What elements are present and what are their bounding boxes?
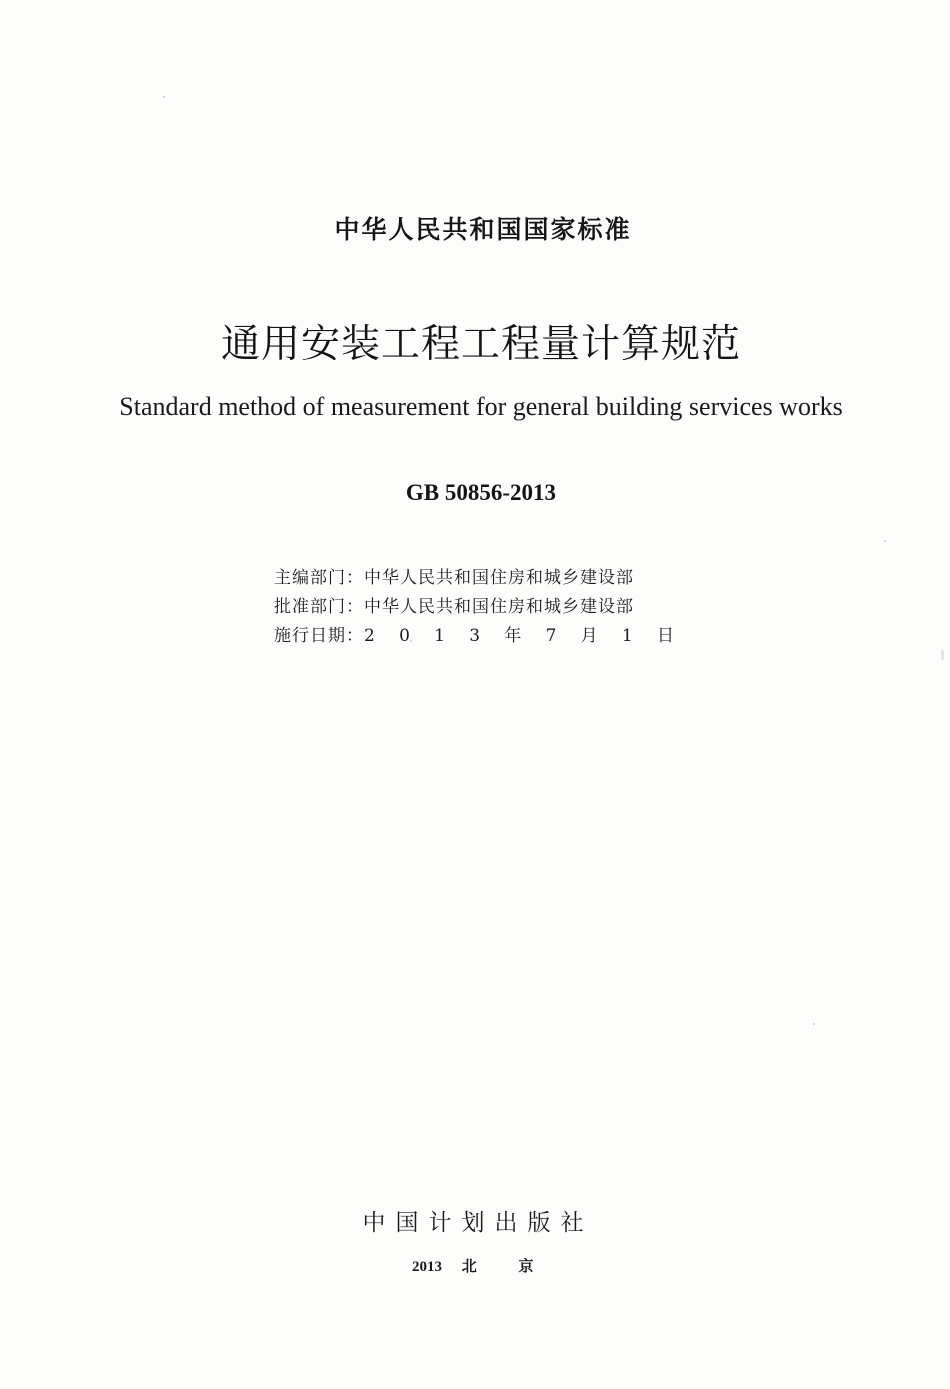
standard-title-english: Standard method of measurement for general building services works: [119, 392, 843, 421]
date-char: 日: [656, 626, 674, 646]
effective-date-label: 施行日期：: [274, 626, 364, 646]
date-char: 1: [434, 626, 445, 646]
scan-speck: [813, 1023, 815, 1025]
editor-value: 中华人民共和国住房和城乡建设部: [364, 568, 634, 588]
date-char: 7: [545, 626, 557, 646]
approver-label: 批准部门：: [274, 597, 364, 617]
publisher-name: 中国计划出版社: [362, 1210, 594, 1236]
date-char: 3: [469, 626, 481, 646]
scan-speck: [410, 640, 412, 642]
standard-title-chinese: 通用安装工程工程量计算规范: [220, 322, 741, 367]
issuing-info: [274, 564, 674, 651]
imprint-year: 2013: [412, 1259, 442, 1275]
effective-date-value: [364, 622, 674, 651]
imprint-line: [412, 1255, 534, 1276]
editor-row: [274, 564, 674, 593]
editor-label: 主编部门：: [274, 568, 364, 588]
scan-speck: [884, 540, 886, 542]
imprint-city-char: 北: [461, 1259, 477, 1275]
effective-date-row: [274, 622, 674, 651]
date-char: 2: [364, 626, 375, 646]
series-title: 中华人民共和国国家标准: [334, 215, 632, 244]
date-char: 1: [621, 626, 633, 646]
approver-row: [274, 593, 674, 622]
approver-value: 中华人民共和国住房和城乡建设部: [364, 597, 634, 617]
date-char: 0: [399, 626, 410, 646]
scan-speck: [941, 650, 944, 660]
date-char: 年: [504, 626, 522, 646]
scan-speck: [163, 96, 165, 98]
date-char: 月: [580, 626, 598, 646]
imprint-city-char: 京: [518, 1259, 534, 1275]
standard-code: GB 50856-2013: [405, 480, 557, 505]
